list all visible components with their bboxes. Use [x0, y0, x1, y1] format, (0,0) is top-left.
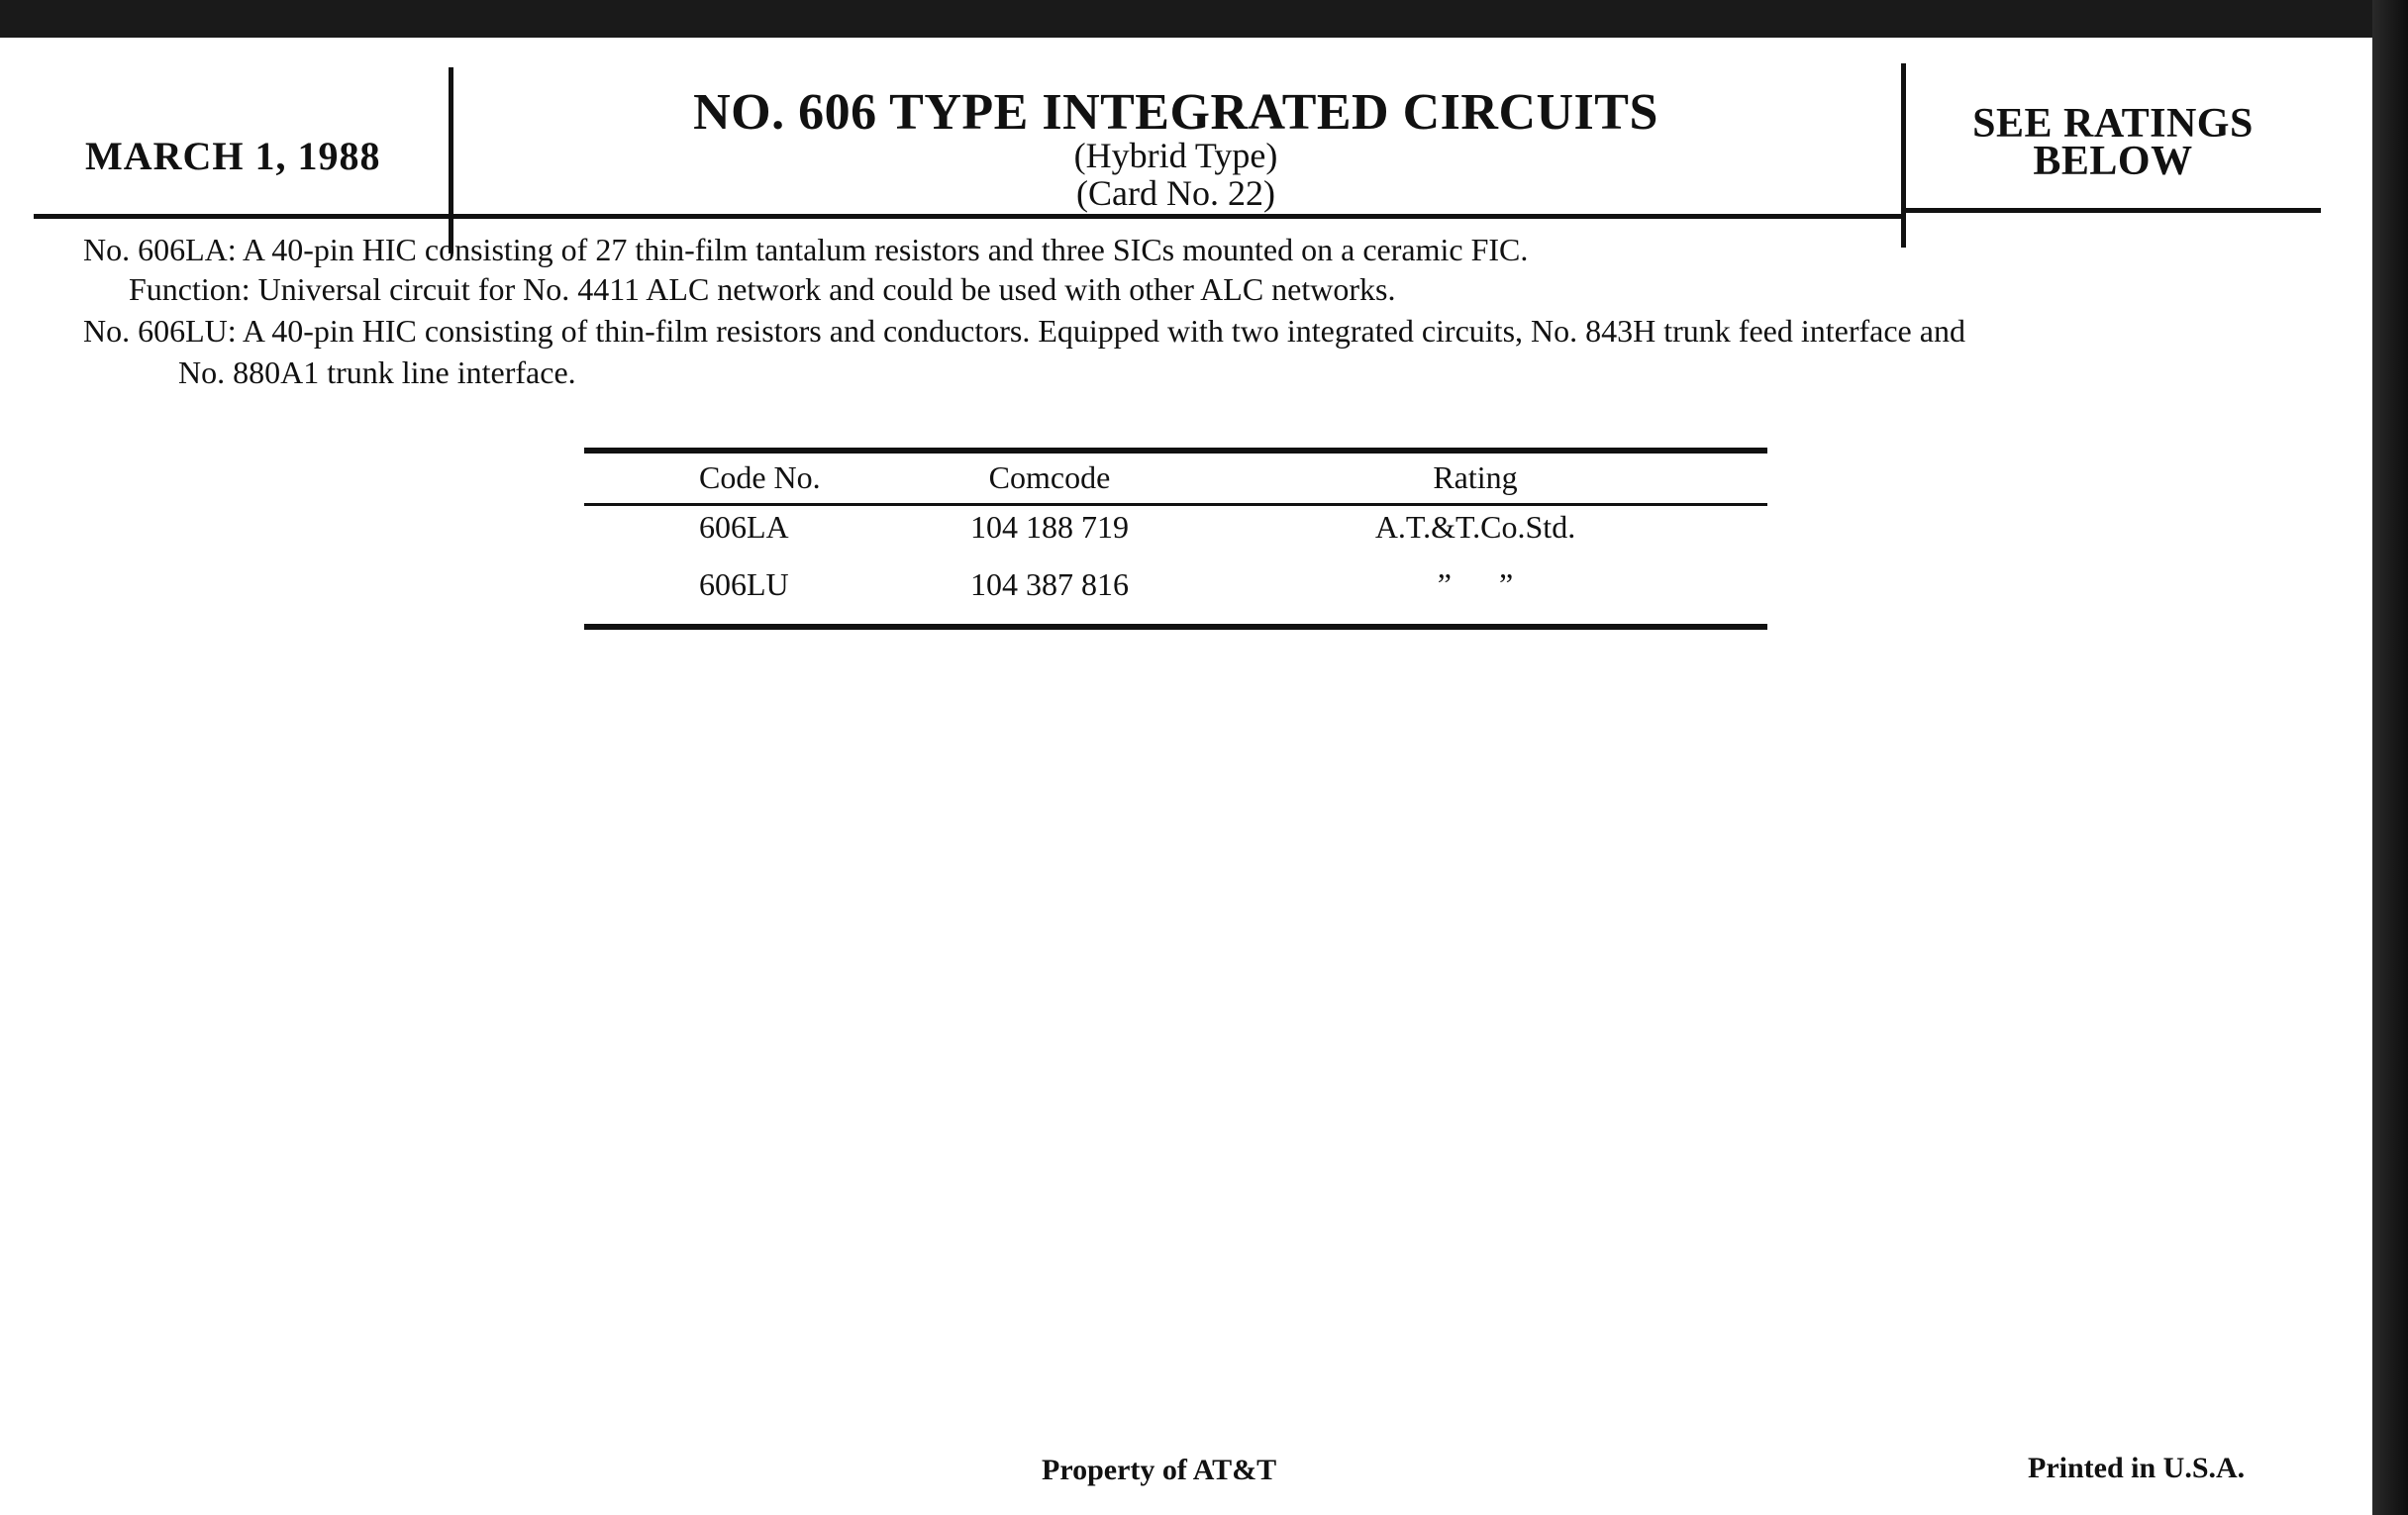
description-606lu-continued: No. 880A1 trunk line interface.: [178, 354, 576, 390]
table-header-rule: [584, 503, 1767, 506]
table-row-1-code: 606LA: [699, 509, 789, 545]
table-row-2-rating: ” ”: [1437, 566, 1514, 602]
printed-notice: Printed in U.S.A.: [2028, 1452, 2246, 1484]
table-row-1-rating: A.T.&T.Co.Std.: [1374, 509, 1576, 545]
table-row-2-code: 606LU: [699, 566, 789, 602]
ratings-note: [1905, 101, 2321, 184]
description-606lu: No. 606LU: A 40-pin HIC consisting of thin-film resistors and conductors. Equipped with two integrated circuits, No. 843H trunk feed interface and: [83, 313, 1965, 349]
description-606la-function: Function: Universal circuit for No. 4411 ALC network and could be used with other ALC networks.: [129, 271, 1396, 307]
page-title: NO. 606 TYPE INTEGRATED CIRCUITS: [693, 84, 1658, 141]
page-subtitle-type: (Hybrid Type): [1073, 136, 1278, 175]
ratings-note-line-1: SEE RATINGS: [1972, 101, 2254, 147]
column-header-rating: Rating: [1433, 459, 1518, 495]
property-notice: Property of AT&T: [1042, 1454, 1277, 1486]
column-header-comcode: Comcode: [988, 459, 1111, 495]
table-row-1-comcode: 104 188 719: [970, 509, 1129, 545]
page-subtitle-card-number: (Card No. 22): [1076, 173, 1275, 213]
scan-edge-shadow: [2372, 0, 2408, 1515]
table-row-2-comcode: 104 387 816: [970, 566, 1129, 602]
header-rule-right: [1901, 208, 2321, 213]
table-top-rule: [584, 448, 1767, 454]
catalog-card: [0, 38, 2372, 1515]
table-bottom-rule: [584, 624, 1767, 630]
header-rule-left: [34, 214, 1903, 219]
column-header-code-no: Code No.: [699, 459, 821, 495]
issue-date: MARCH 1, 1988: [85, 134, 381, 178]
ratings-note-line-2: BELOW: [2033, 139, 2193, 184]
description-606la: No. 606LA: A 40-pin HIC consisting of 27 thin-film tantalum resistors and three SICs mounted on a ceramic FIC.: [83, 232, 1529, 267]
